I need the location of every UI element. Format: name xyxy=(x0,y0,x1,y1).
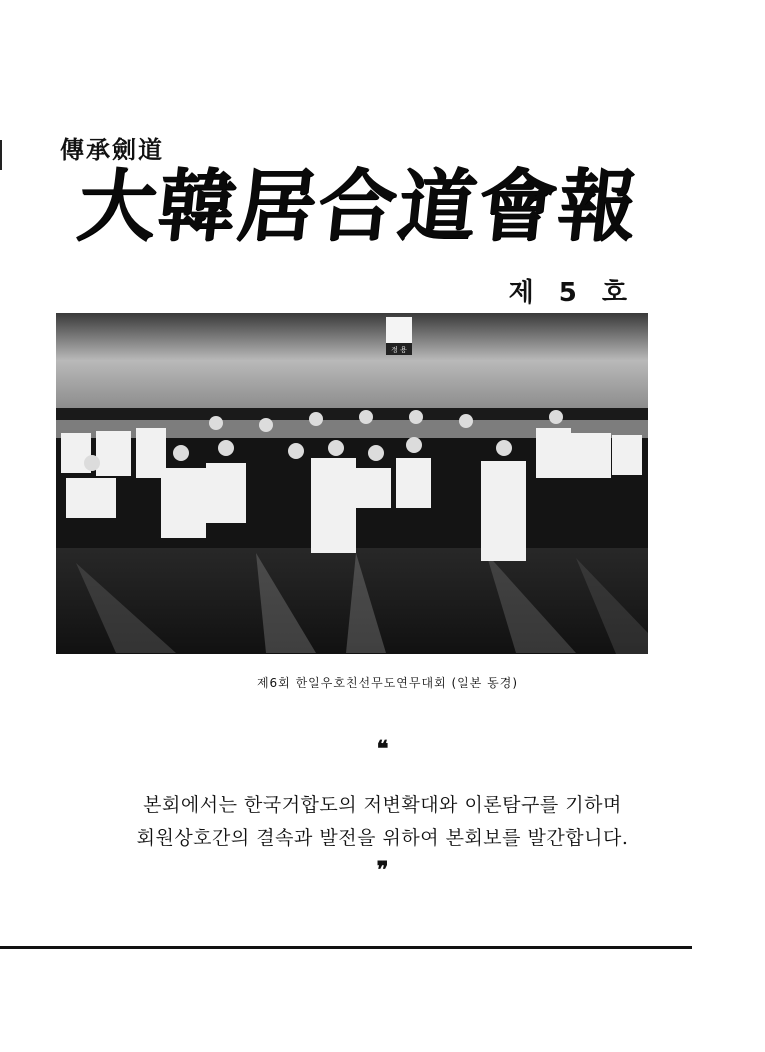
masthead-title: 大韓居合道會報 xyxy=(73,161,643,252)
subtitle: 傳承劍道 xyxy=(60,136,164,164)
hall-sign: 정 용 xyxy=(391,346,407,354)
mission-statement-line-1: 본회에서는 한국거합도의 저변확대와 이론탐구를 기하며 xyxy=(143,794,622,816)
group-photo xyxy=(56,313,648,654)
issue-number: 제 5 호 xyxy=(508,278,635,308)
photo-caption: 제6회 한일우호친선무도연무대회 (일본 동경) xyxy=(256,676,519,690)
open-quote-mark: ❝ xyxy=(376,736,389,762)
bottom-divider xyxy=(0,946,692,949)
mission-statement-line-2: 회원상호간의 결속과 발전을 위하여 본회보를 발간합니다. xyxy=(136,827,629,849)
margin-mark xyxy=(0,140,2,170)
close-quote-mark: ❞ xyxy=(376,857,389,883)
